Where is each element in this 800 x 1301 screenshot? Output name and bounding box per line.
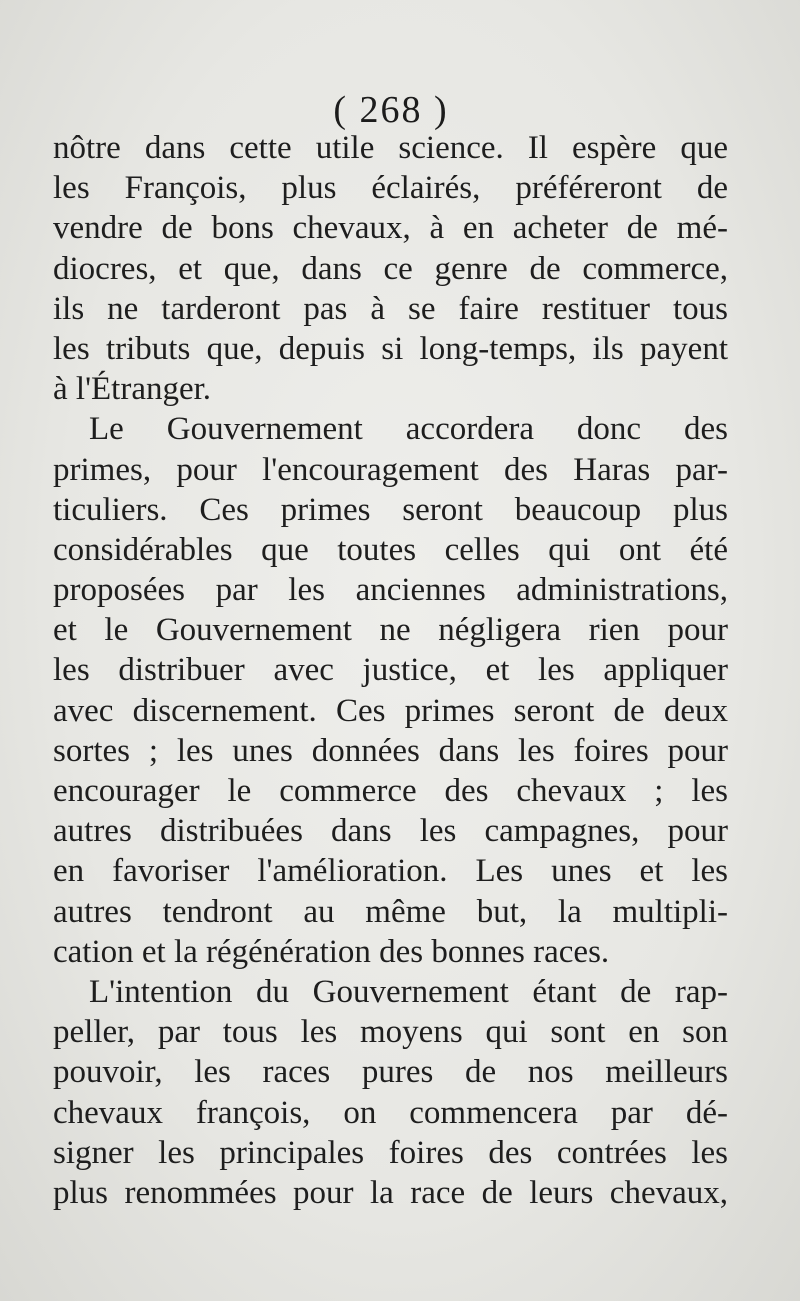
body-text xyxy=(53,128,728,1213)
text-line: avec discernement. Ces primes seront de deux xyxy=(53,692,728,729)
text-line: primes, pour l'encouragement des Haras par- xyxy=(53,451,728,488)
text-line: vendre de bons chevaux, à en acheter de mé- xyxy=(53,210,728,247)
text-line: diocres, et que, dans ce genre de commerce, xyxy=(53,250,728,287)
text-line: ticuliers. Ces primes seront beaucoup plus xyxy=(53,491,728,528)
text-line: autres distribuées dans les campagnes, pour xyxy=(53,813,728,850)
page-number: ( 268 ) xyxy=(333,89,449,131)
text-line: proposées par les anciennes administrations, xyxy=(53,572,728,609)
text-line: encourager le commerce des chevaux ; les xyxy=(53,773,728,809)
text-line: les distribuer avec justice, et les appliquer xyxy=(53,652,728,689)
text-line: chevaux françois, on commencera par dé- xyxy=(53,1094,728,1131)
text-line: peller, par tous les moyens qui sont en son xyxy=(53,1014,728,1051)
text-line: les tributs que, depuis si long-temps, ils payent xyxy=(53,330,728,367)
text-line: nôtre dans cette utile science. Il espère que xyxy=(53,130,728,166)
text-line: les François, plus éclairés, préféreront de xyxy=(53,170,728,207)
text-line: à l'Étranger. xyxy=(53,371,212,408)
text-line: L'intention du Gouvernement étant de rap- xyxy=(89,973,728,1010)
paragraph-3 xyxy=(53,972,728,1213)
text-line: plus renommées pour la race de leurs chevaux, xyxy=(53,1174,728,1211)
text-line: ils ne tarderont pas à se faire restituer tous xyxy=(53,290,728,327)
text-line: sortes ; les unes données dans les foires pour xyxy=(53,732,728,769)
text-line: cation et la régénération des bonnes races. xyxy=(53,933,610,970)
text-line: signer les principales foires des contrées les xyxy=(53,1134,728,1171)
text-line: Le Gouvernement accordera donc des xyxy=(89,411,728,448)
text-line: pouvoir, les races pures de nos meilleurs xyxy=(53,1054,728,1091)
text-line: en favoriser l'amélioration. Les unes et les xyxy=(53,853,728,890)
text-line: considérables que toutes celles qui ont été xyxy=(53,531,728,568)
paragraph-2 xyxy=(53,409,728,972)
text-line: et le Gouvernement ne négligera rien pour xyxy=(53,612,728,649)
paragraph-1 xyxy=(53,128,728,409)
text-line: autres tendront au même but, la multipli- xyxy=(53,893,728,930)
